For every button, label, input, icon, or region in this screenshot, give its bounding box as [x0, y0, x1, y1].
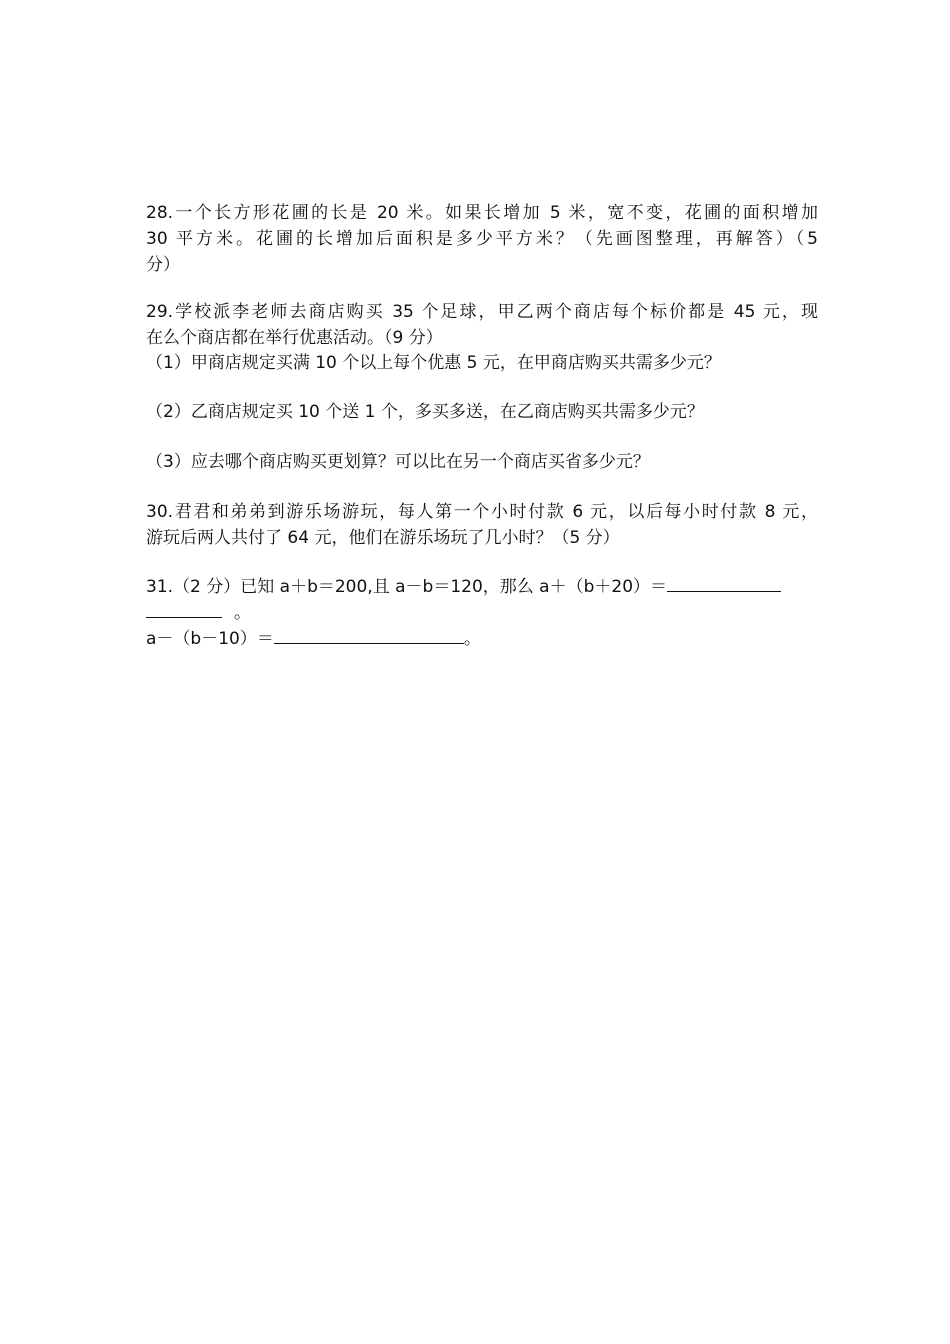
- question-31-line-2: [146, 600, 818, 626]
- question-31-text-1: 31.（2 分）已知 a＋b＝200,且 a－b＝120，那么 a＋（b＋20）＝: [146, 577, 668, 597]
- answer-blank-2[interactable]: [274, 629, 464, 644]
- question-31-period-1: 。: [234, 603, 251, 623]
- question-29-line-2: 在么个商店都在举行优惠活动。（9 分）: [146, 328, 443, 348]
- question-31-period-2: 。: [463, 629, 481, 649]
- question-29-part-3: （3）应去哪个商店购买更划算？可以比在另一个商店买省多少元？: [146, 452, 650, 472]
- question-28: [146, 200, 818, 278]
- answer-blank-1-continued[interactable]: [146, 603, 222, 618]
- question-29: [146, 299, 818, 351]
- question-29-line-1: 29.学校派李老师去商店购买 35 个足球，甲乙两个商店每个标价都是 45 元，现: [146, 302, 818, 322]
- question-30-line-2: 游玩后两人共付了 64 元，他们在游乐场玩了几小时？（5 分）: [146, 528, 620, 548]
- answer-blank-1[interactable]: [667, 577, 781, 592]
- question-28-line-2: 30 平方米。花圃的长增加后面积是多少平方米？（先画图整理，再解答）（5: [146, 229, 818, 249]
- question-30: [146, 499, 818, 551]
- question-29-part-2: （2）乙商店规定买 10 个送 1 个，多买多送，在乙商店购买共需多少元？: [146, 402, 704, 422]
- question-29-part-1: （1）甲商店规定买满 10 个以上每个优惠 5 元，在甲商店购买共需多少元？: [146, 353, 721, 373]
- question-28-line-1: 28.一个长方形花圃的长是 20 米。如果长增加 5 米，宽不变，花圃的面积增加: [146, 203, 818, 223]
- question-28-line-3: 分）: [146, 255, 180, 275]
- question-31-line-3: [146, 626, 818, 652]
- question-31-text-2: a－（b－10）＝: [146, 629, 274, 649]
- question-30-line-1: 30.君君和弟弟到游乐场游玩，每人第一个小时付款 6 元，以后每小时付款 8 元，: [146, 502, 818, 522]
- question-31-line-1: [146, 574, 818, 600]
- question-31: [146, 574, 818, 652]
